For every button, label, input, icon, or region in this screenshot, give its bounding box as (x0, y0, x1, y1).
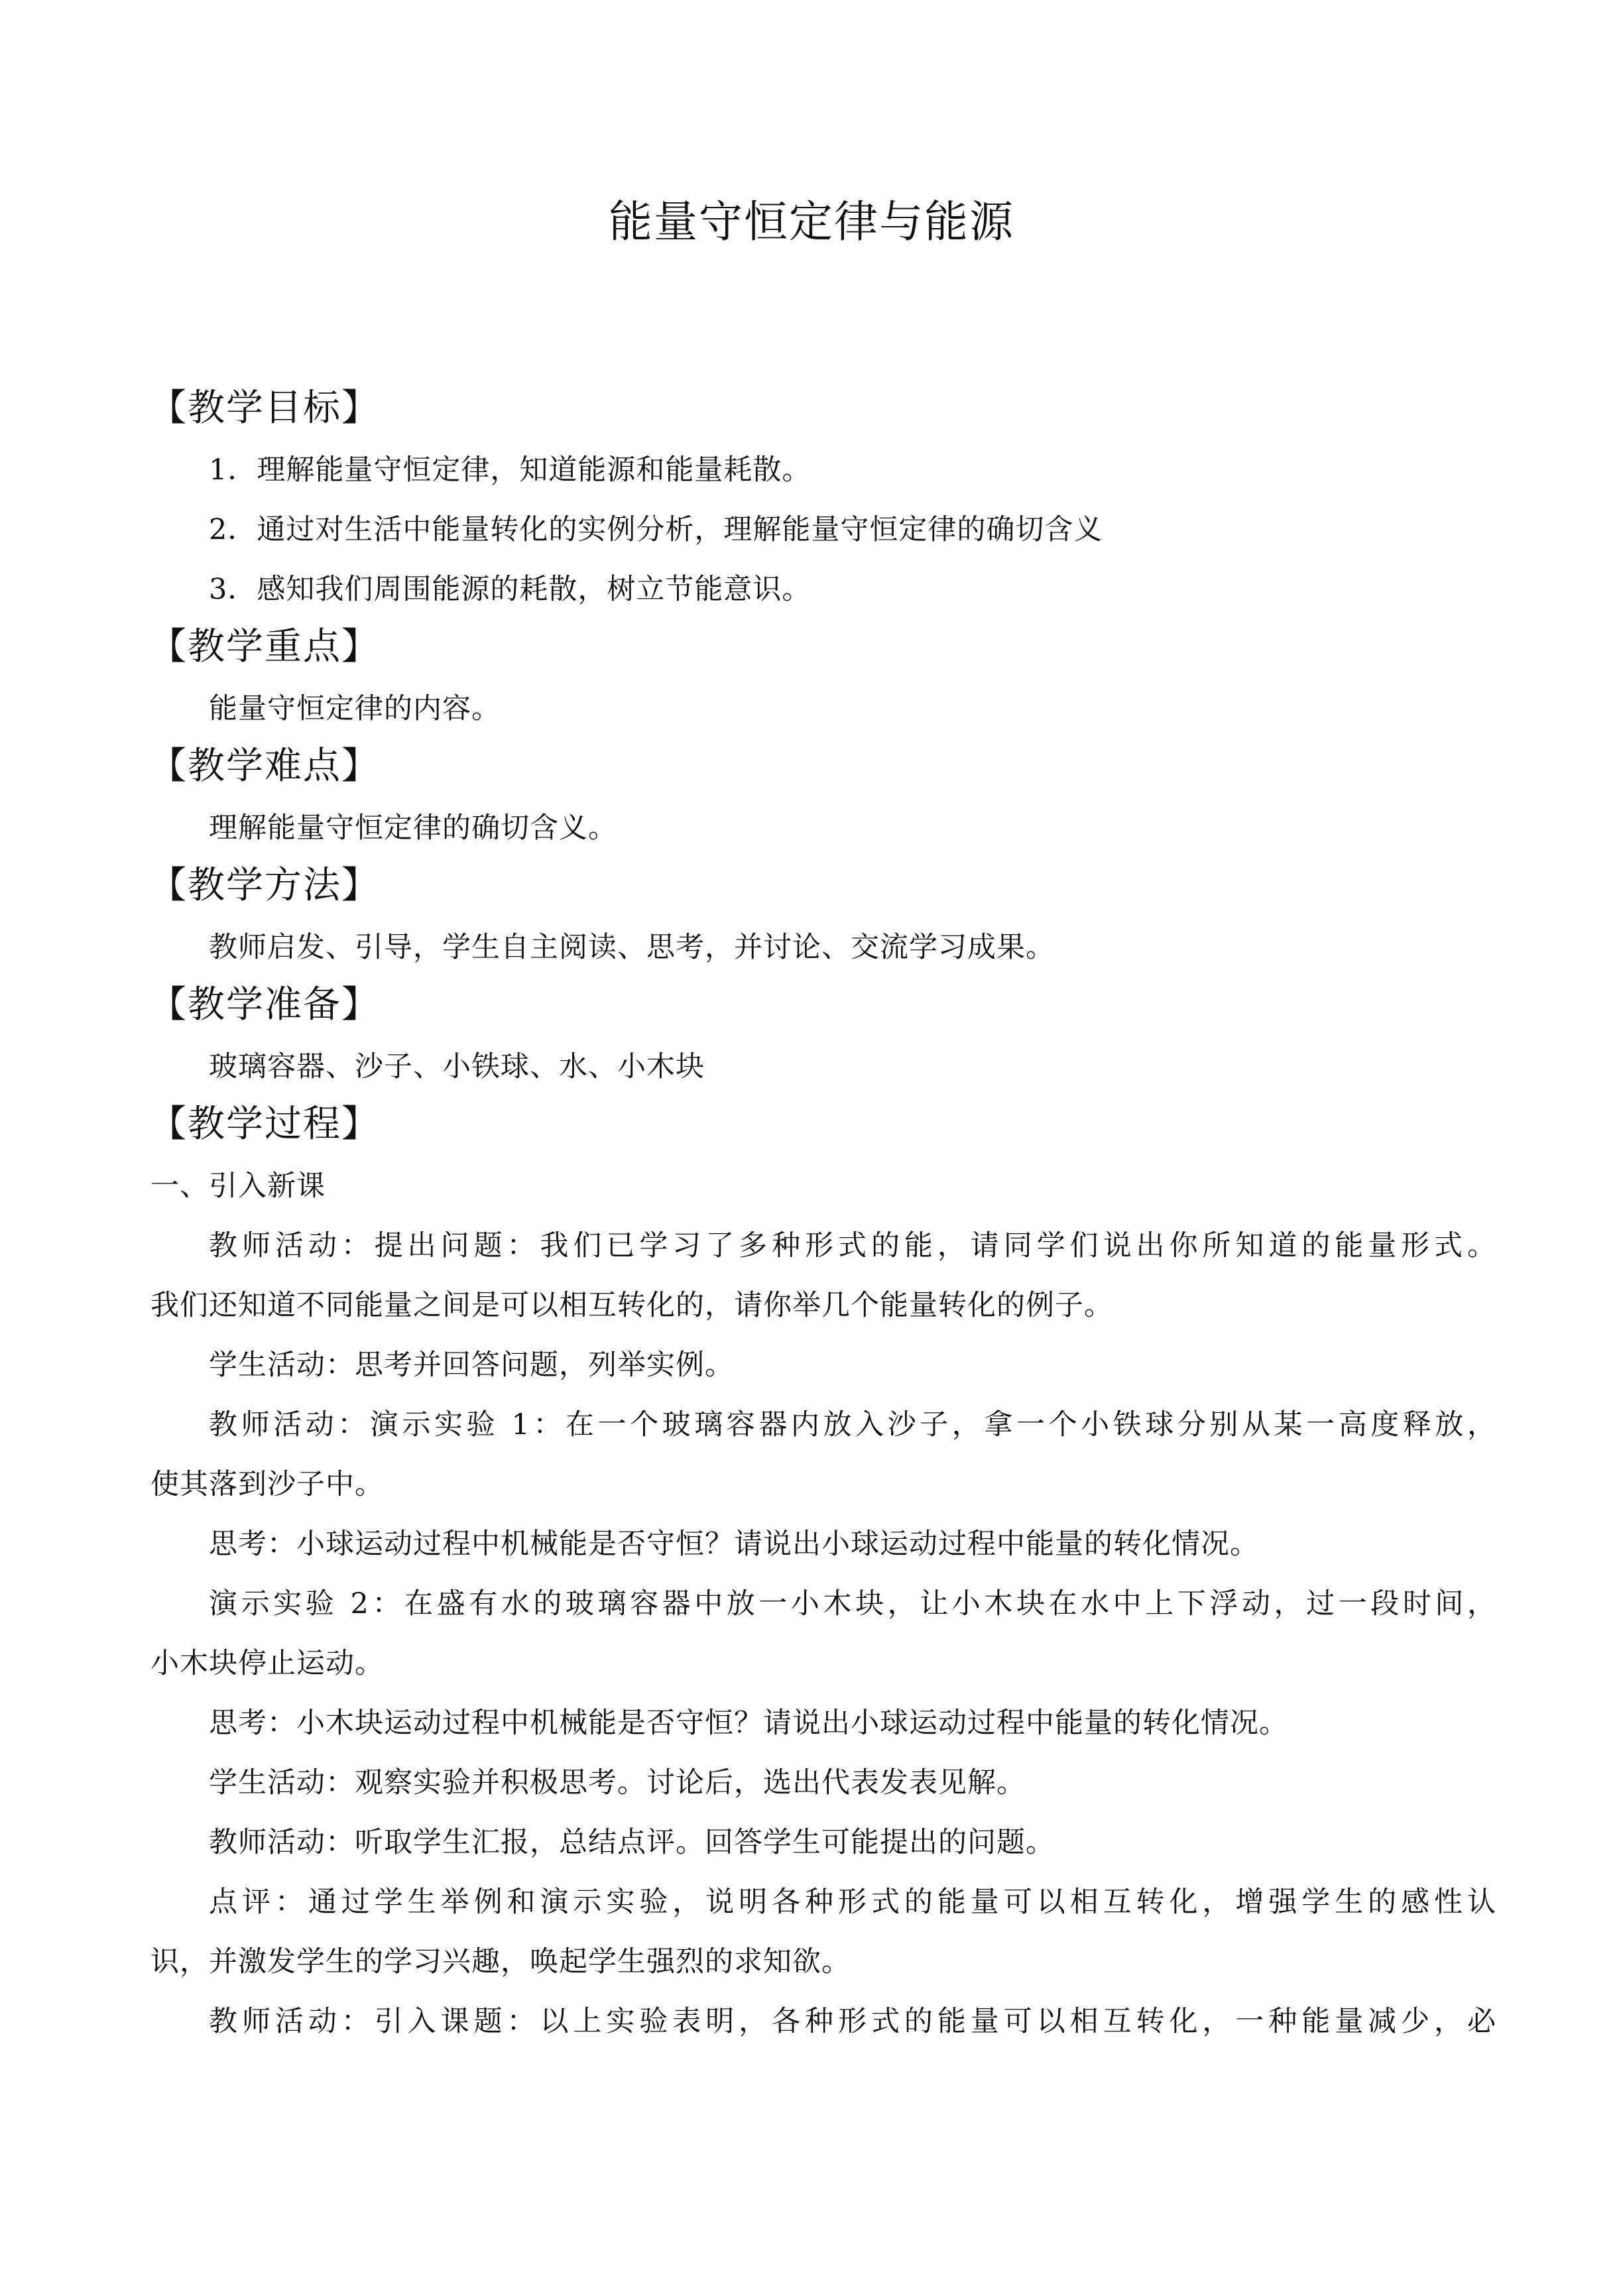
paragraph-line: 思考：小球运动过程中机械能是否守恒？请说出小球运动过程中能量的转化情况。 (209, 1528, 1259, 1561)
process-subheading: 一、引入新课 (150, 1170, 326, 1203)
paragraph-line: 点评：通过学生举例和演示实验，说明各种形式的能量可以相互转化，增强学生的感性认 (209, 1886, 1496, 1919)
paragraph-line: 学生活动：观察实验并积极思考。讨论后，选出代表发表见解。 (209, 1766, 1026, 1799)
section-heading-objectives: 【教学目标】 (149, 387, 380, 430)
preparation-text: 玻璃容器、沙子、小铁球、水、小木块 (209, 1050, 705, 1083)
paragraph-line: 使其落到沙子中。 (150, 1468, 384, 1501)
section-heading-methods: 【教学方法】 (149, 864, 380, 907)
document-body (150, 381, 1496, 2051)
section-heading-preparation: 【教学准备】 (149, 983, 380, 1026)
paragraph-line: 教师活动：听取学生汇报，总结点评。回答学生可能提出的问题。 (209, 1826, 1055, 1859)
difficulties-text: 理解能量守恒定律的确切含义。 (209, 812, 617, 845)
paragraph-line: 我们还知道不同能量之间是可以相互转化的，请你举几个能量转化的例子。 (150, 1289, 1113, 1322)
paragraph-line: 学生活动：思考并回答问题，列举实例。 (209, 1349, 734, 1382)
section-heading-process: 【教学过程】 (149, 1103, 380, 1146)
section-heading-key-points: 【教学重点】 (149, 625, 380, 668)
paragraph-line: 教师活动：引入课题：以上实验表明，各种形式的能量可以相互转化，一种能量减少，必 (209, 2005, 1496, 2038)
objective-item-3: 3．感知我们周围能源的耗散，树立节能意识。 (209, 573, 812, 606)
paragraph-line: 思考：小木块运动过程中机械能是否守恒？请说出小球运动过程中能量的转化情况。 (209, 1707, 1288, 1740)
key-points-text: 能量守恒定律的内容。 (209, 692, 501, 725)
objective-item-2: 2．通过对生活中能量转化的实例分析，理解能量守恒定律的确切含义 (209, 513, 1103, 546)
paragraph-line: 教师活动：演示实验 1：在一个玻璃容器内放入沙子，拿一个小铁球分别从某一高度释放， (209, 1408, 1496, 1441)
objective-item-1: 1．理解能量守恒定律，知道能源和能量耗散。 (209, 453, 812, 487)
document-title: 能量守恒定律与能源 (609, 196, 1014, 247)
paragraph-line: 小木块停止运动。 (150, 1647, 384, 1680)
paragraph-line: 演示实验 2：在盛有水的玻璃容器中放一小木块，让小木块在水中上下浮动，过一段时间， (209, 1587, 1496, 1620)
section-heading-difficulties: 【教学难点】 (149, 745, 380, 788)
paragraph-line: 识，并激发学生的学习兴趣，唤起学生强烈的求知欲。 (150, 1945, 851, 1978)
paragraph-line: 教师活动：提出问题：我们已学习了多种形式的能，请同学们说出你所知道的能量形式。 (209, 1229, 1496, 1262)
methods-text: 教师启发、引导，学生自主阅读、思考，并讨论、交流学习成果。 (209, 931, 1055, 964)
